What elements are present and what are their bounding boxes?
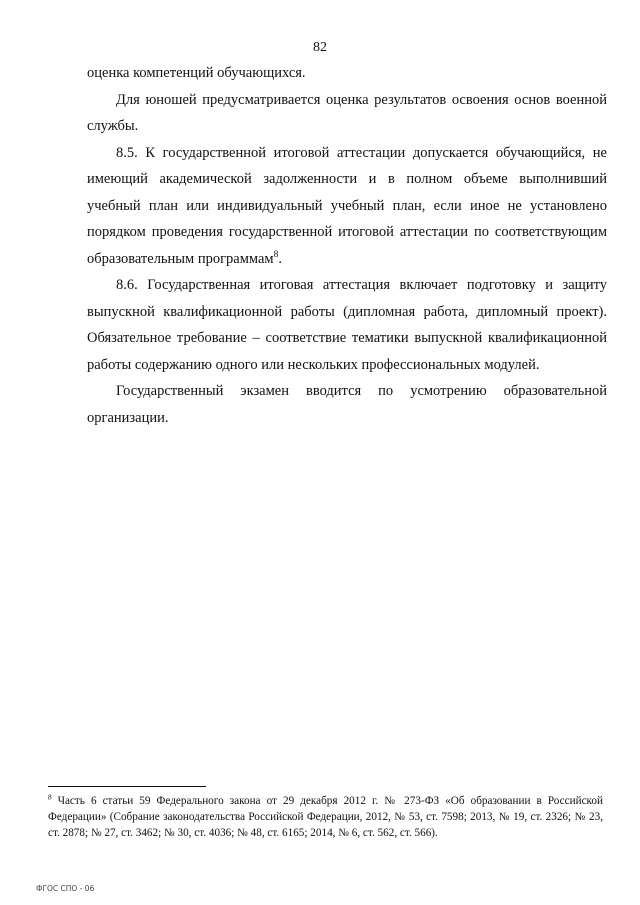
footnote bbox=[48, 793, 603, 841]
paragraph-8-5-text: 8.5. К государственной итоговой аттестации допускается обучающийся, не имеющий академической задолженности и в полном объеме выполнивший учебный план или индивидуальный учебный план, если иное не установлено порядком проведения государственной итоговой аттестации по соответствующим образовательным программам bbox=[87, 144, 607, 267]
footnote-marker: 8 bbox=[48, 793, 52, 802]
footnote-text: Часть 6 статьи 59 Федерального закона от 29 декабря 2012 г. № 273-ФЗ «Об образовании в Российской Федерации» (Собрание законодательства Российской Федерации, 2012, № 53, ст. 7598; 2013, № 19, ст. 2326; № 23, ст. 2878; № 27, ст. 3462; № 30, ст. 4036; № 48, ст. 6165; 2014, № 6, ст. 562, ст. 566). bbox=[48, 795, 603, 839]
paragraph-military-service: Для юношей предусматривается оценка результатов освоения основ военной службы. bbox=[87, 91, 607, 134]
body-text bbox=[87, 60, 607, 431]
footer-mark: ФГОС СПО - 06 bbox=[36, 884, 95, 893]
page-number: 82 bbox=[313, 40, 327, 55]
footnote-divider bbox=[48, 786, 206, 787]
paragraph-8-5 bbox=[87, 140, 607, 273]
paragraph-8-6: 8.6. Государственная итоговая аттестация включает подготовку и защиту выпускной квалификационной работы (дипломная работа, дипломный проект). Обязательное требование – соответствие тематики выпускной квалификационной работы содержанию одного или нескольких профессиональных модулей. bbox=[87, 277, 607, 373]
paragraph-8-5-tail: . bbox=[278, 250, 282, 267]
footnote-reference[interactable]: 8 bbox=[273, 249, 279, 260]
paragraph-state-exam: Государственный экзамен вводится по усмотрению образовательной организации. bbox=[87, 383, 607, 426]
paragraph-continuation: оценка компетенций обучающихся. bbox=[87, 65, 306, 81]
